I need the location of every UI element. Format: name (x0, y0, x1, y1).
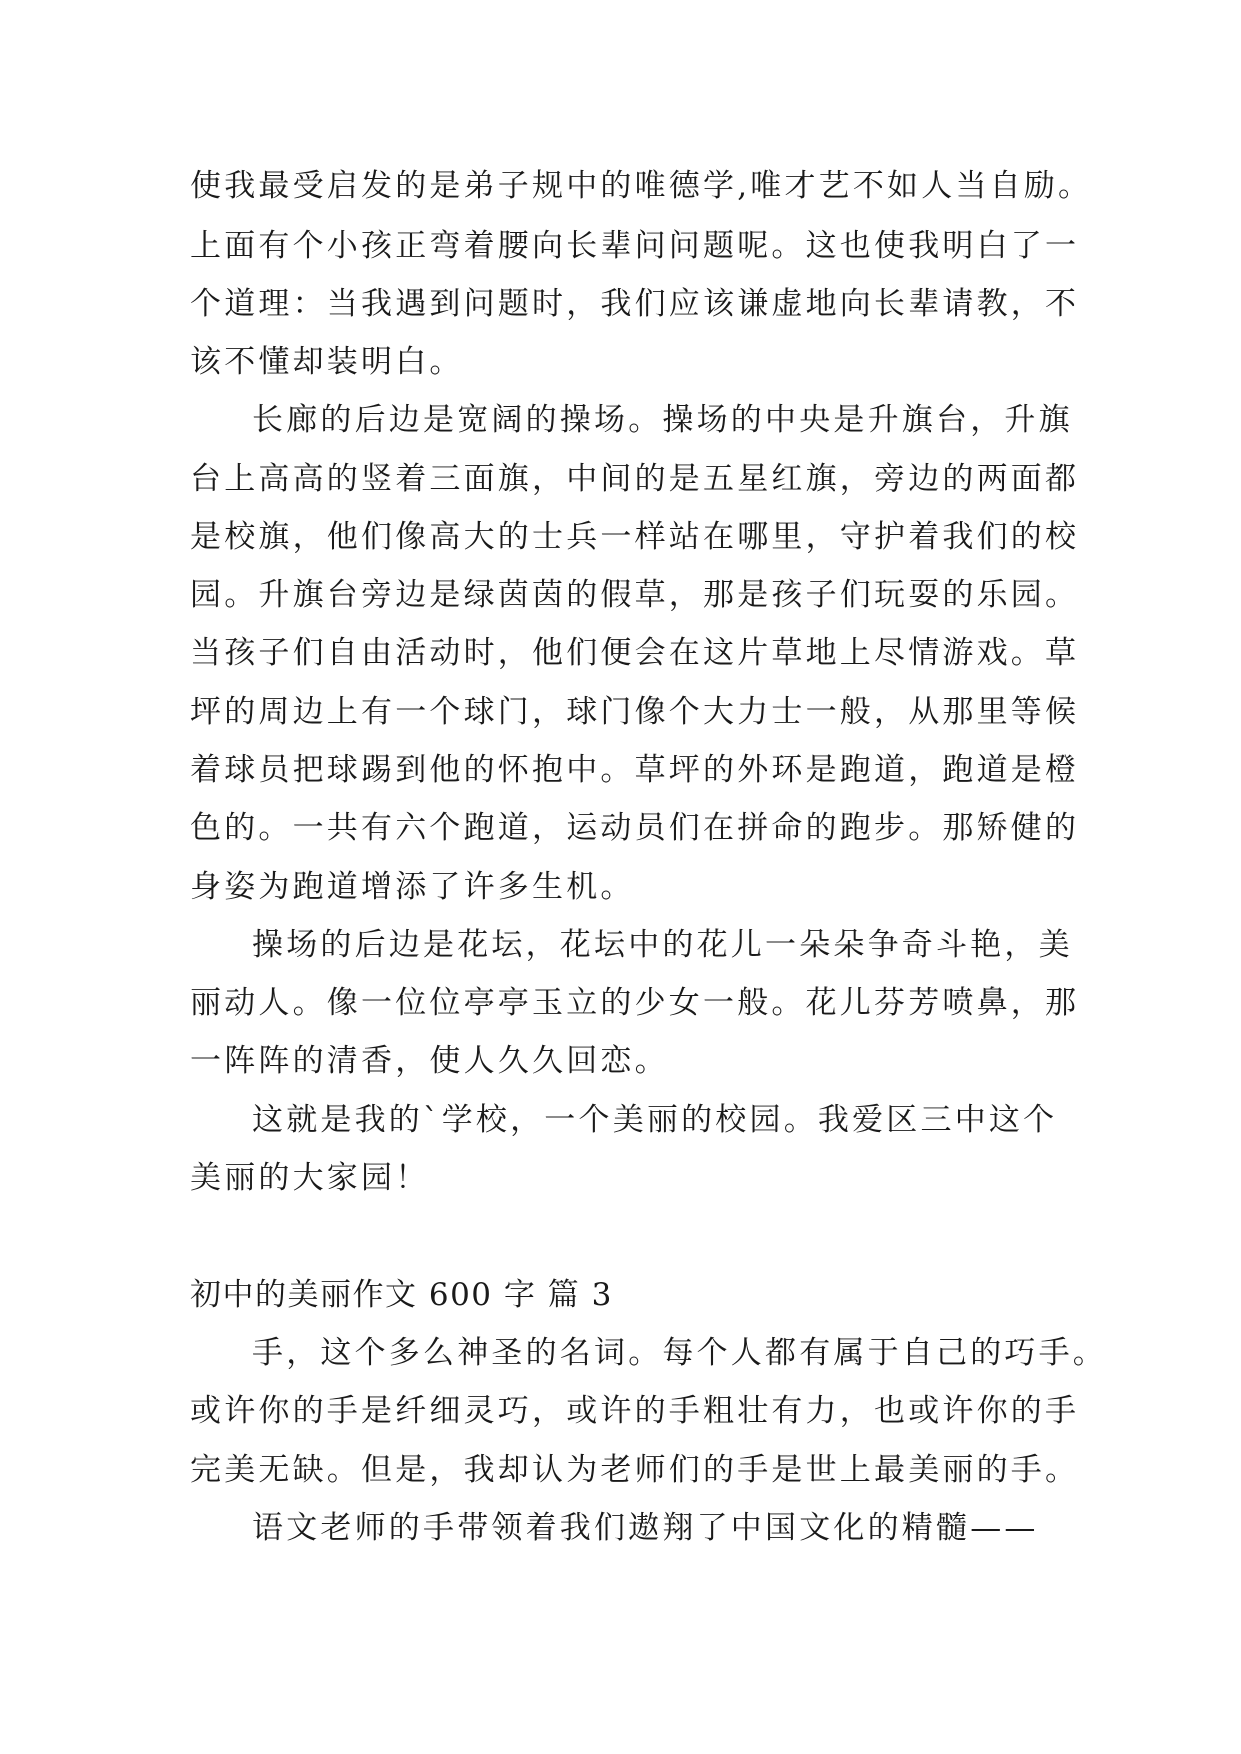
paragraph-start: 语文老师的手带领着我们遨翔了中国文化的精髓—— (252, 1510, 1039, 1546)
paragraph-start: 长廊的后边是宽阔的操场。操场的中央是升旗台，升旗 (252, 402, 1073, 438)
text-line: 该不懂却装明白。 (190, 344, 464, 380)
paragraph-start: 这就是我的`学校，一个美丽的校园。我爱区三中这个 (252, 1102, 1058, 1138)
text-line: 使我最受启发的是弟子规中的唯德学,唯才艺不如人当自励。 (190, 168, 1093, 204)
text-line: 当孩子们自由活动时，他们便会在这片草地上尽情游戏。草 (190, 635, 1080, 671)
text-line: 一阵阵的清香，使人久久回恋。 (190, 1043, 669, 1079)
text-line: 完美无缺。但是，我却认为老师们的手是世上最美丽的手。 (190, 1452, 1080, 1488)
section-heading: 初中的美丽作文 600 字 篇 3 (190, 1277, 613, 1313)
text-line: 是校旗，他们像高大的士兵一样站在哪里，守护着我们的校 (190, 519, 1080, 555)
text-line: 丽动人。像一位位亭亭玉立的少女一般。花儿芬芳喷鼻，那 (190, 985, 1080, 1021)
text-line: 个道理：当我遇到问题时，我们应该谦虚地向长辈请教，不 (190, 286, 1080, 322)
text-line: 色的。一共有六个跑道，运动员们在拼命的跑步。那矫健的 (190, 810, 1080, 846)
text-line: 或许你的手是纤细灵巧，或许的手粗壮有力，也或许你的手 (190, 1393, 1080, 1429)
paragraph-start: 手，这个多么神圣的名词。每个人都有属于自己的巧手。 (252, 1335, 1107, 1371)
text-line: 坪的周边上有一个球门，球门像个大力士一般，从那里等候 (190, 694, 1080, 730)
text-line: 上面有个小孩正弯着腰向长辈问问题呢。这也使我明白了一 (190, 228, 1080, 264)
text-line: 园。升旗台旁边是绿茵茵的假草，那是孩子们玩耍的乐园。 (190, 577, 1080, 613)
text-line: 美丽的大家园！ (190, 1160, 430, 1196)
text-line: 着球员把球踢到他的怀抱中。草坪的外环是跑道，跑道是橙 (190, 752, 1080, 788)
text-line: 台上高高的竖着三面旗，中间的是五星红旗，旁边的两面都 (190, 461, 1080, 497)
paragraph-start: 操场的后边是花坛，花坛中的花儿一朵朵争奇斗艳，美 (252, 927, 1073, 963)
text-line: 身姿为跑道增添了许多生机。 (190, 869, 635, 905)
